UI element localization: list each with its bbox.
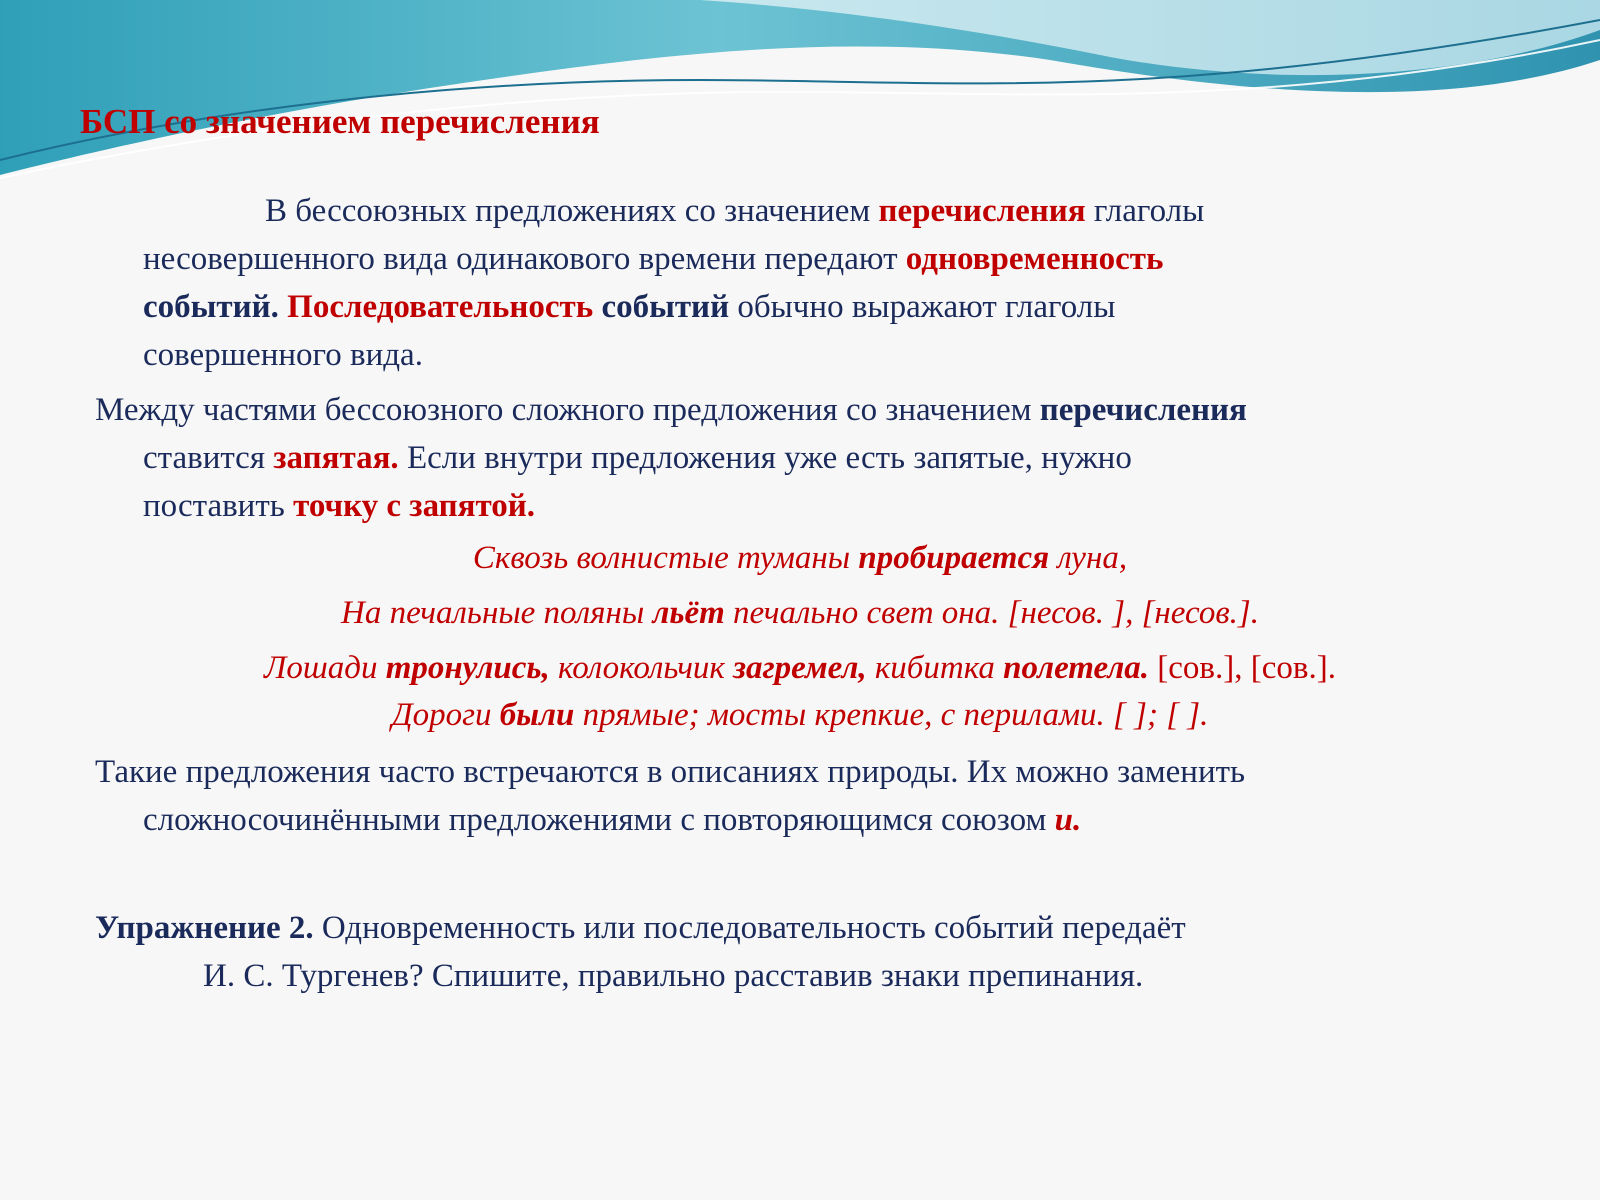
exercise-task-line-2: И. С. Тургенев? Спишите, правильно расставив знаки препинания. xyxy=(203,958,1144,994)
paragraph-punctuation xyxy=(95,386,1247,530)
paragraph-definition xyxy=(143,187,1204,379)
paragraph-usage-line-1: Такие предложения часто встречаются в описаниях природы. Их можно заменить xyxy=(95,754,1246,790)
example-line-2: На печальные поляны льёт печально свет она. [несов. ], [несов.]. xyxy=(341,595,1259,631)
paragraph-punctuation-line-3: поставить точку с запятой. xyxy=(143,488,536,524)
paragraph-usage-line-2: сложносочинёнными предложениями с повторяющимся союзом и. xyxy=(143,802,1082,838)
exercise-task-line-1: Упражнение 2. Одновременность или последовательность событий передаёт xyxy=(95,910,1186,946)
exercise-label: Упражнение 2. xyxy=(95,910,314,946)
paragraph-definition-line-3: событий. Последовательность событий обычно выражают глаголы xyxy=(143,289,1116,325)
example-line-4: Дороги были прямые; мосты крепкие, с перилами. [ ]; [ ]. xyxy=(391,697,1209,733)
slide-title: БСП со значением перечисления xyxy=(80,102,600,141)
example-line-3: Лошади тронулись, колокольчик загремел, кибитка полетела. [сов.], [сов.]. xyxy=(264,650,1336,686)
paragraph-definition-line-2: несовершенного вида одинакового времени передают одновременность xyxy=(143,241,1164,277)
paragraph-usage xyxy=(95,748,1245,844)
paragraph-definition-line-4: совершенного вида. xyxy=(143,337,423,373)
paragraph-definition-line-1: В бессоюзных предложениях со значением перечисления глаголы xyxy=(265,193,1205,229)
exercise-task xyxy=(95,904,1186,1000)
header-wave-decoration xyxy=(0,0,1600,200)
example-line-1: Сквозь волнистые туманы пробирается луна, xyxy=(472,540,1128,576)
paragraph-punctuation-line-2: ставится запятая. Если внутри предложения уже есть запятые, нужно xyxy=(143,440,1132,476)
paragraph-punctuation-line-1: Между частями бессоюзного сложного предложения со значением перечисления xyxy=(95,392,1247,428)
